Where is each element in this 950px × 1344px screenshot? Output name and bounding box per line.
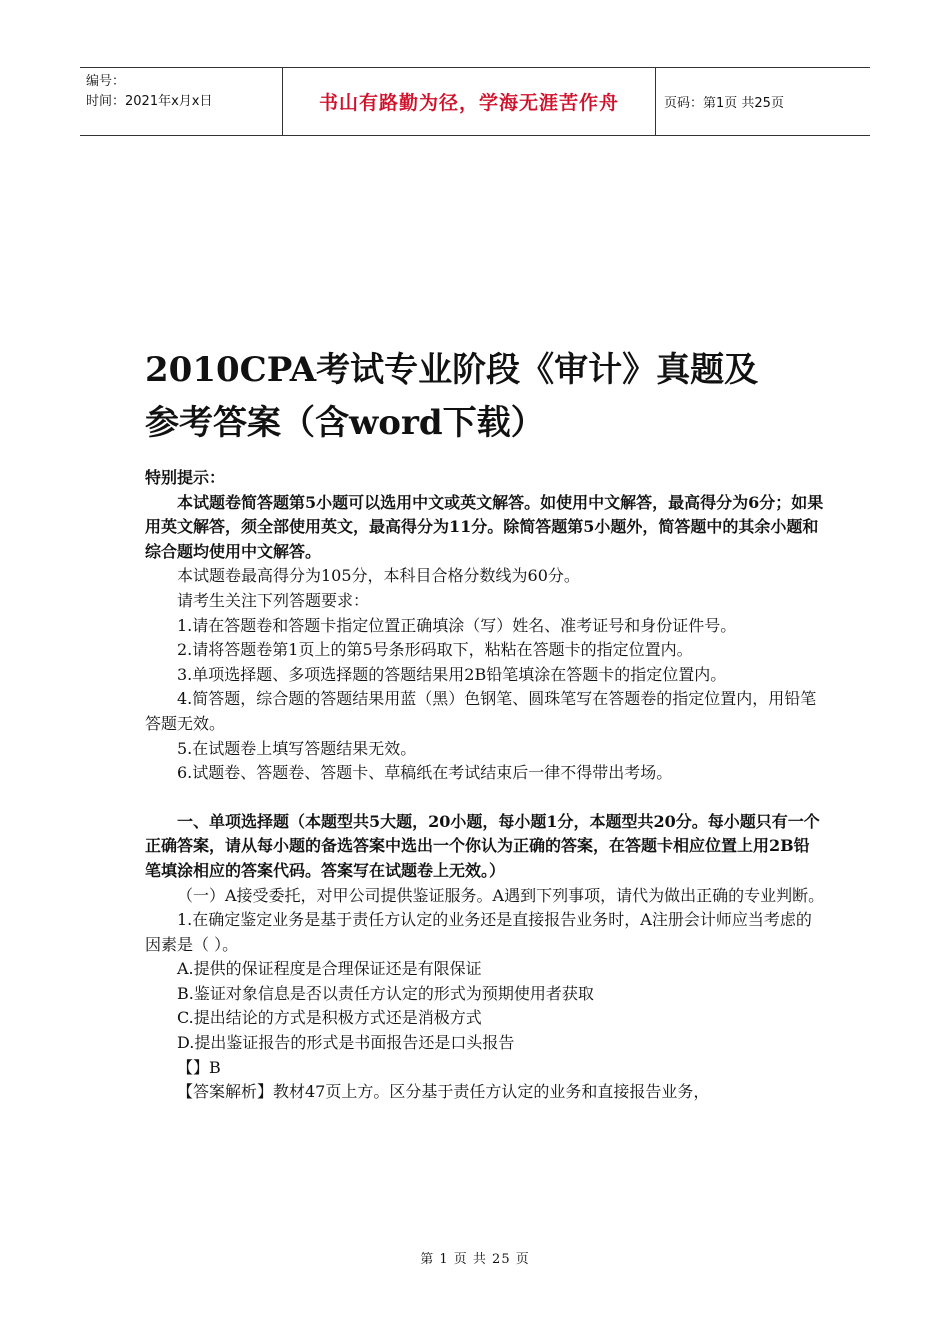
question-text: 1.在确定鉴定业务是基于责任方认定的业务还是直接报告业务时，A注册会计师应当考虑的因素是（ ）。	[145, 910, 812, 954]
page-footer: 第 1 页 共 25 页	[420, 1252, 530, 1267]
option-a: A.提供的保证程度是合理保证还是有限保证	[177, 959, 482, 979]
requirement-item: 6.试题卷、答题卷、答题卡、草稿纸在考试结束后一律不得带出考场。	[177, 763, 673, 783]
header-motto: 书山有路勤为径，学海无涯苦作舟	[283, 68, 656, 135]
section-heading: 一、单项选择题（本题型共5大题，20小题，每小题1分，本题型共20分。每小题只有一个正确答案，请从每小题的备选答案中选出一个你认为正确的答案，在答题卡相应位置上用2B铅笔填涂相应的答案代码。答案写在试题卷上无效。）	[145, 811, 820, 880]
requirements-intro: 请考生关注下列答题要求：	[177, 590, 370, 610]
answer-analysis: 【答案解析】教材47页上方。区分基于责任方认定的业务和直接报告业务，	[177, 1082, 710, 1102]
option-b: B.鉴证对象信息是否以责任方认定的形式为预期使用者获取	[177, 983, 594, 1003]
title-line-1: 2010CPA考试专业阶段《审计》真题及	[145, 350, 759, 390]
document-body	[145, 466, 825, 1105]
requirement-item: 4.简答题，综合题的答题结果用蓝（黑）色钢笔、圆珠笔写在答题卷的指定位置内，用铅笔答题无效。	[145, 689, 817, 733]
page-header	[80, 67, 870, 136]
time-label: 时间：2021年x月x日	[86, 94, 213, 109]
header-page-info: 页码：第1页 共25页	[664, 96, 784, 111]
score-paragraph: 本试题卷最高得分为105分，本科目合格分数线为60分。	[177, 566, 580, 586]
title-line-2: 参考答案（含word下载）	[145, 403, 545, 443]
notice-bold-paragraph: 本试题卷简答题第5小题可以选用中文或英文解答。如使用中文解答，最高得分为6分；如果用英文解答，须全部使用英文，最高得分为11分。除简答题第5小题外，简答题中的其余小题和综合题均使用中文解答。	[145, 492, 824, 561]
notice-heading: 特别提示：	[145, 468, 226, 487]
spacer	[145, 786, 825, 810]
serial-label: 编号：	[86, 74, 126, 89]
case-intro: （一）A接受委托，对甲公司提供鉴证服务。A遇到下列事项，请代为做出正确的专业判断。	[177, 885, 825, 905]
answer-line: 【】B	[177, 1057, 221, 1077]
document-title	[145, 344, 825, 450]
requirement-item: 3.单项选择题、多项选择题的答题结果用2B铅笔填涂在答题卡的指定位置内。	[177, 664, 727, 684]
option-c: C.提出结论的方式是积极方式还是消极方式	[177, 1008, 482, 1028]
header-meta	[80, 68, 283, 135]
option-d: D.提出鉴证报告的形式是书面报告还是口头报告	[177, 1033, 515, 1053]
requirement-item: 2.请将答题卷第1页上的第5号条形码取下，粘粘在答题卡的指定位置内。	[177, 640, 693, 660]
requirement-item: 5.在试题卷上填写答题结果无效。	[177, 738, 417, 758]
requirement-item: 1.请在答题卷和答题卡指定位置正确填涂（写）姓名、准考证号和身份证件号。	[177, 615, 737, 635]
